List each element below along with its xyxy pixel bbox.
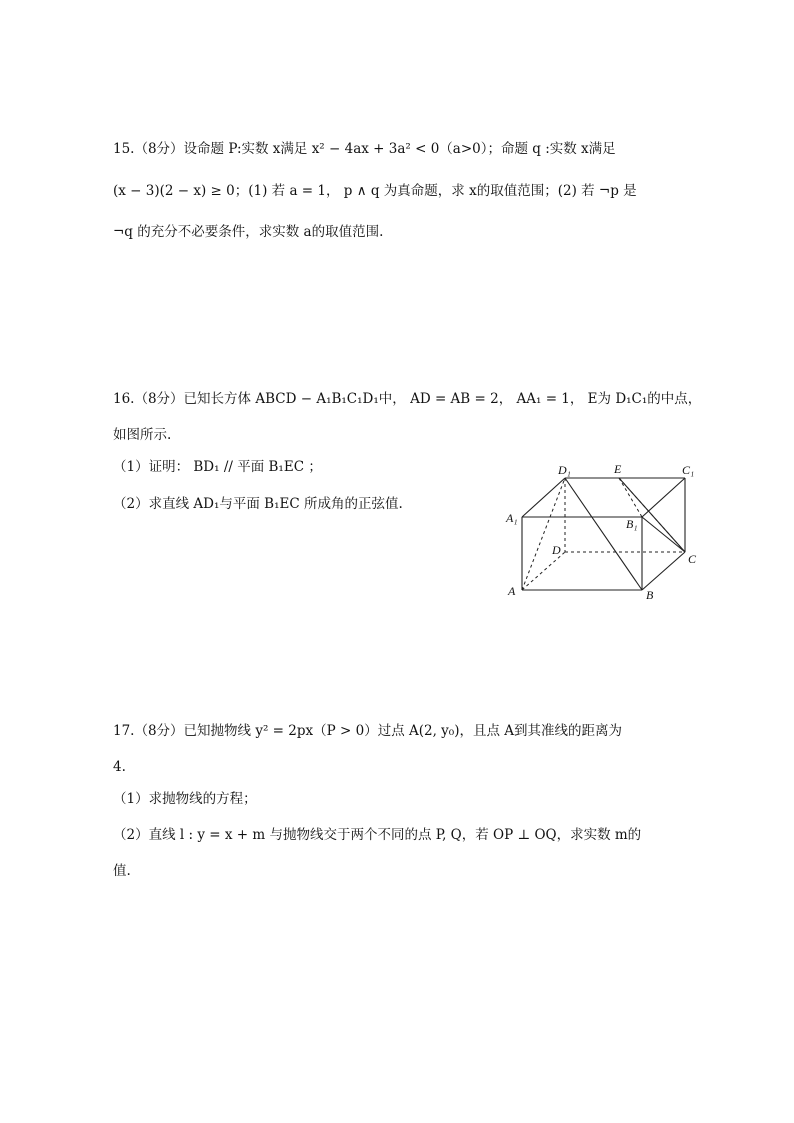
- line-B1C: [642, 517, 685, 552]
- q17-part-3: 值.: [113, 863, 131, 879]
- line-BD1: [565, 478, 642, 590]
- edge-AD-hidden: [522, 552, 565, 590]
- q16-line-2: 如图所示.: [113, 427, 172, 443]
- label-C1: C₁: [682, 463, 695, 477]
- label-B: B: [646, 588, 654, 602]
- edge-BC: [642, 552, 685, 590]
- q17-line-2: 4.: [113, 759, 126, 775]
- q16-part-1: （1）证明： BD₁ // 平面 B₁EC ；: [113, 459, 322, 475]
- q17-part-1: （1）求抛物线的方程；: [113, 791, 257, 807]
- q17-line-1: 17.（8分）已知抛物线 y² = 2px（P > 0）过点 A(2, y₀)，且点 A到其准线的距离为: [113, 723, 623, 739]
- cuboid-figure: [500, 460, 705, 605]
- label-A1: A₁: [506, 511, 518, 525]
- q16-line-1: 16.（8分）已知长方体 ABCD − A₁B₁C₁D₁中， AD = AB = 2， AA₁ = 1， E为 D₁C₁的中点，: [113, 391, 702, 407]
- line-EC-dashed: [619, 478, 685, 552]
- label-D: D: [552, 543, 561, 557]
- edge-A1D1: [522, 478, 565, 517]
- label-D1: D₁: [558, 463, 571, 477]
- q17-part-2: （2）直线 l : y = x + m 与抛物线交于两个不同的点 P, Q，若 OP ⊥ OQ，求实数 m的: [113, 827, 642, 843]
- label-C: C: [688, 552, 697, 566]
- line-B1E-hidden: [619, 478, 642, 517]
- label-B1: B₁: [626, 517, 638, 531]
- q16-part-2: （2）求直线 AD₁与平面 B₁EC 所成角的正弦值.: [113, 496, 403, 512]
- label-E: E: [614, 462, 622, 476]
- q15-line-1: 15.（8分）设命题 P:实数 x满足 x² − 4ax + 3a² < 0（a>0）；命题 q :实数 x满足: [113, 141, 616, 157]
- q15-line-3: ¬q 的充分不必要条件，求实数 a的取值范围.: [113, 224, 384, 240]
- label-A: A: [508, 584, 516, 598]
- line-AD1-hidden: [522, 478, 565, 590]
- q15-line-2: (x − 3)(2 − x) ≥ 0；(1) 若 a = 1， p ∧ q 为真命题，求 x的取值范围；(2) 若 ¬p 是: [113, 183, 637, 199]
